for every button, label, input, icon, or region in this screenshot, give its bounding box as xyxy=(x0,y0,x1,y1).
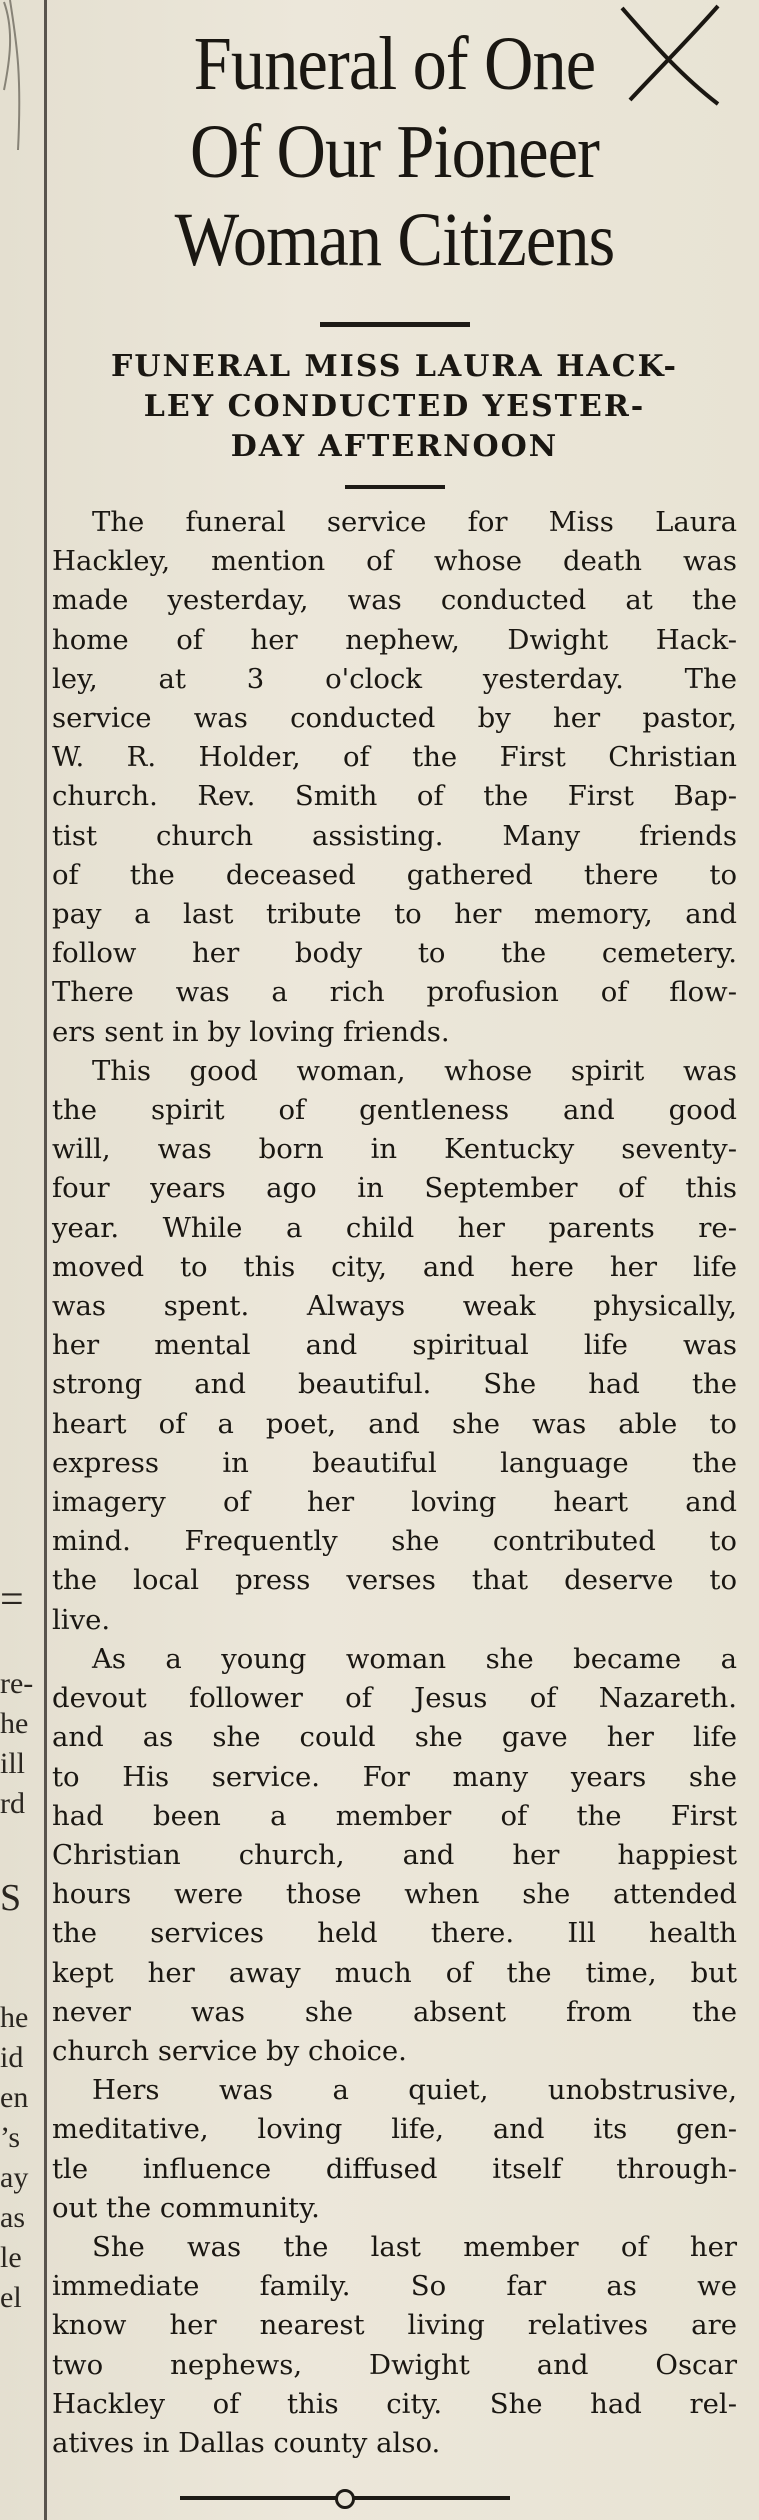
body-line: moved to this city, and here her life xyxy=(52,1250,737,1283)
fragment-text: ay xyxy=(0,2161,29,2194)
body-line: kept her away much of the time, but xyxy=(52,1956,737,1989)
adjacent-column-fragment xyxy=(0,0,42,2520)
body-line: tle influence diffused itself through- xyxy=(52,2152,737,2185)
body-line: follow her body to the cemetery. xyxy=(52,937,737,970)
body-line: the services held there. Ill health xyxy=(52,1917,737,1950)
body-line: service was conducted by her pastor, xyxy=(52,702,737,735)
fragment-text: ’s xyxy=(0,2121,21,2154)
body-line: The funeral service for Miss Laura xyxy=(92,506,737,538)
subheadline-line: LEY CONDUCTED YESTER- xyxy=(143,389,646,424)
headline-line: Woman Citizens xyxy=(174,198,615,282)
body-line: year. While a child her parents re- xyxy=(52,1211,737,1244)
body-line: live. xyxy=(52,1603,111,1636)
body-line: Christian church, and her happiest xyxy=(52,1838,737,1871)
body-line: atives in Dallas county also. xyxy=(52,2426,441,2459)
body-line: her mental and spiritual life was xyxy=(52,1329,737,1362)
body-line: She was the last member of her xyxy=(92,2230,737,2263)
body-line: to His service. For many years she xyxy=(52,1760,737,1793)
headline xyxy=(86,20,703,284)
body-line: pay a last tribute to her memory, and xyxy=(52,898,737,931)
body-line: heart of a poet, and she was able to xyxy=(52,1407,737,1440)
body-line: was spent. Always weak physically, xyxy=(52,1290,737,1323)
body-line: ers sent in by loving friends. xyxy=(52,1015,450,1048)
body-line: the spirit of gentleness and good xyxy=(52,1094,737,1127)
fragment-text: id xyxy=(0,2041,24,2074)
fragment-text: = xyxy=(0,1582,24,1618)
body-line: Hers was a quiet, unobstrusive, xyxy=(92,2074,737,2107)
body-line: imagery of her loving heart and xyxy=(52,1486,737,1519)
body-line: had been a member of the First xyxy=(52,1799,737,1832)
body-line: out the community. xyxy=(52,2191,320,2224)
body-line: made yesterday, was conducted at the xyxy=(52,584,737,617)
body-line: and as she could she gave her life xyxy=(52,1721,737,1754)
headline-line: Of Our Pioneer xyxy=(189,110,600,194)
article xyxy=(52,0,737,2463)
body-line: immediate family. So far as we xyxy=(52,2270,737,2303)
subheadline-line: DAY AFTERNOON xyxy=(230,429,559,464)
body-line: tist church assisting. Many friends xyxy=(52,819,737,852)
body-line: home of her nephew, Dwight Hack- xyxy=(52,623,737,656)
body-line: This good woman, whose spirit was xyxy=(92,1054,737,1087)
fragment-text: el xyxy=(0,2281,22,2314)
fragment-text: he xyxy=(0,1707,29,1740)
headline-divider xyxy=(320,322,470,327)
column-divider xyxy=(44,0,47,2520)
body-line: church service by choice. xyxy=(52,2034,407,2067)
fragment-text: le xyxy=(0,2241,22,2274)
body-line: There was a rich profusion of flow- xyxy=(52,976,737,1009)
fragment-text: re- xyxy=(0,1667,34,1700)
subheadline xyxy=(52,347,737,467)
body-line: devout follower of Jesus of Nazareth. xyxy=(52,1682,737,1715)
body-line: express in beautiful language the xyxy=(52,1446,737,1479)
body-line: Hackley, mention of whose death was xyxy=(52,545,737,578)
fragment-text: en xyxy=(0,2081,29,2114)
body-line: two nephews, Dwight and Oscar xyxy=(52,2348,737,2381)
body-line: ley, at 3 o'clock yesterday. The xyxy=(52,662,737,695)
end-ornament xyxy=(335,2489,355,2509)
subheadline-line: FUNERAL MISS LAURA HACK- xyxy=(111,349,678,384)
body-line: the local press verses that deserve to xyxy=(52,1564,737,1597)
article-body xyxy=(52,503,737,2463)
body-line: W. R. Holder, of the First Christian xyxy=(52,741,737,774)
body-line: know her nearest living relatives are xyxy=(52,2309,737,2342)
body-line: strong and beautiful. She had the xyxy=(52,1368,737,1401)
body-line: church. Rev. Smith of the First Bap- xyxy=(52,780,737,813)
body-line: four years ago in September of this xyxy=(52,1172,737,1205)
fragment-text: he xyxy=(0,2001,29,2034)
body-line: of the deceased gathered there to xyxy=(52,858,737,891)
fragment-text: S xyxy=(0,1880,22,1916)
body-line: meditative, loving life, and its gen- xyxy=(52,2113,737,2146)
body-line: hours were those when she attended xyxy=(52,1878,737,1911)
body-line: mind. Frequently she contributed to xyxy=(52,1525,737,1558)
subheadline-divider xyxy=(345,485,445,489)
body-line: will, was born in Kentucky seventy- xyxy=(52,1133,737,1166)
fragment-text: as xyxy=(0,2201,25,2234)
body-line: Hackley of this city. She had rel- xyxy=(52,2387,737,2420)
body-line: never was she absent from the xyxy=(52,1995,737,2028)
headline-line: Funeral of One xyxy=(193,22,596,106)
fragment-text: rd xyxy=(0,1787,25,1820)
body-line: As a young woman she became a xyxy=(92,1642,737,1675)
fragment-text: ill xyxy=(0,1747,26,1780)
